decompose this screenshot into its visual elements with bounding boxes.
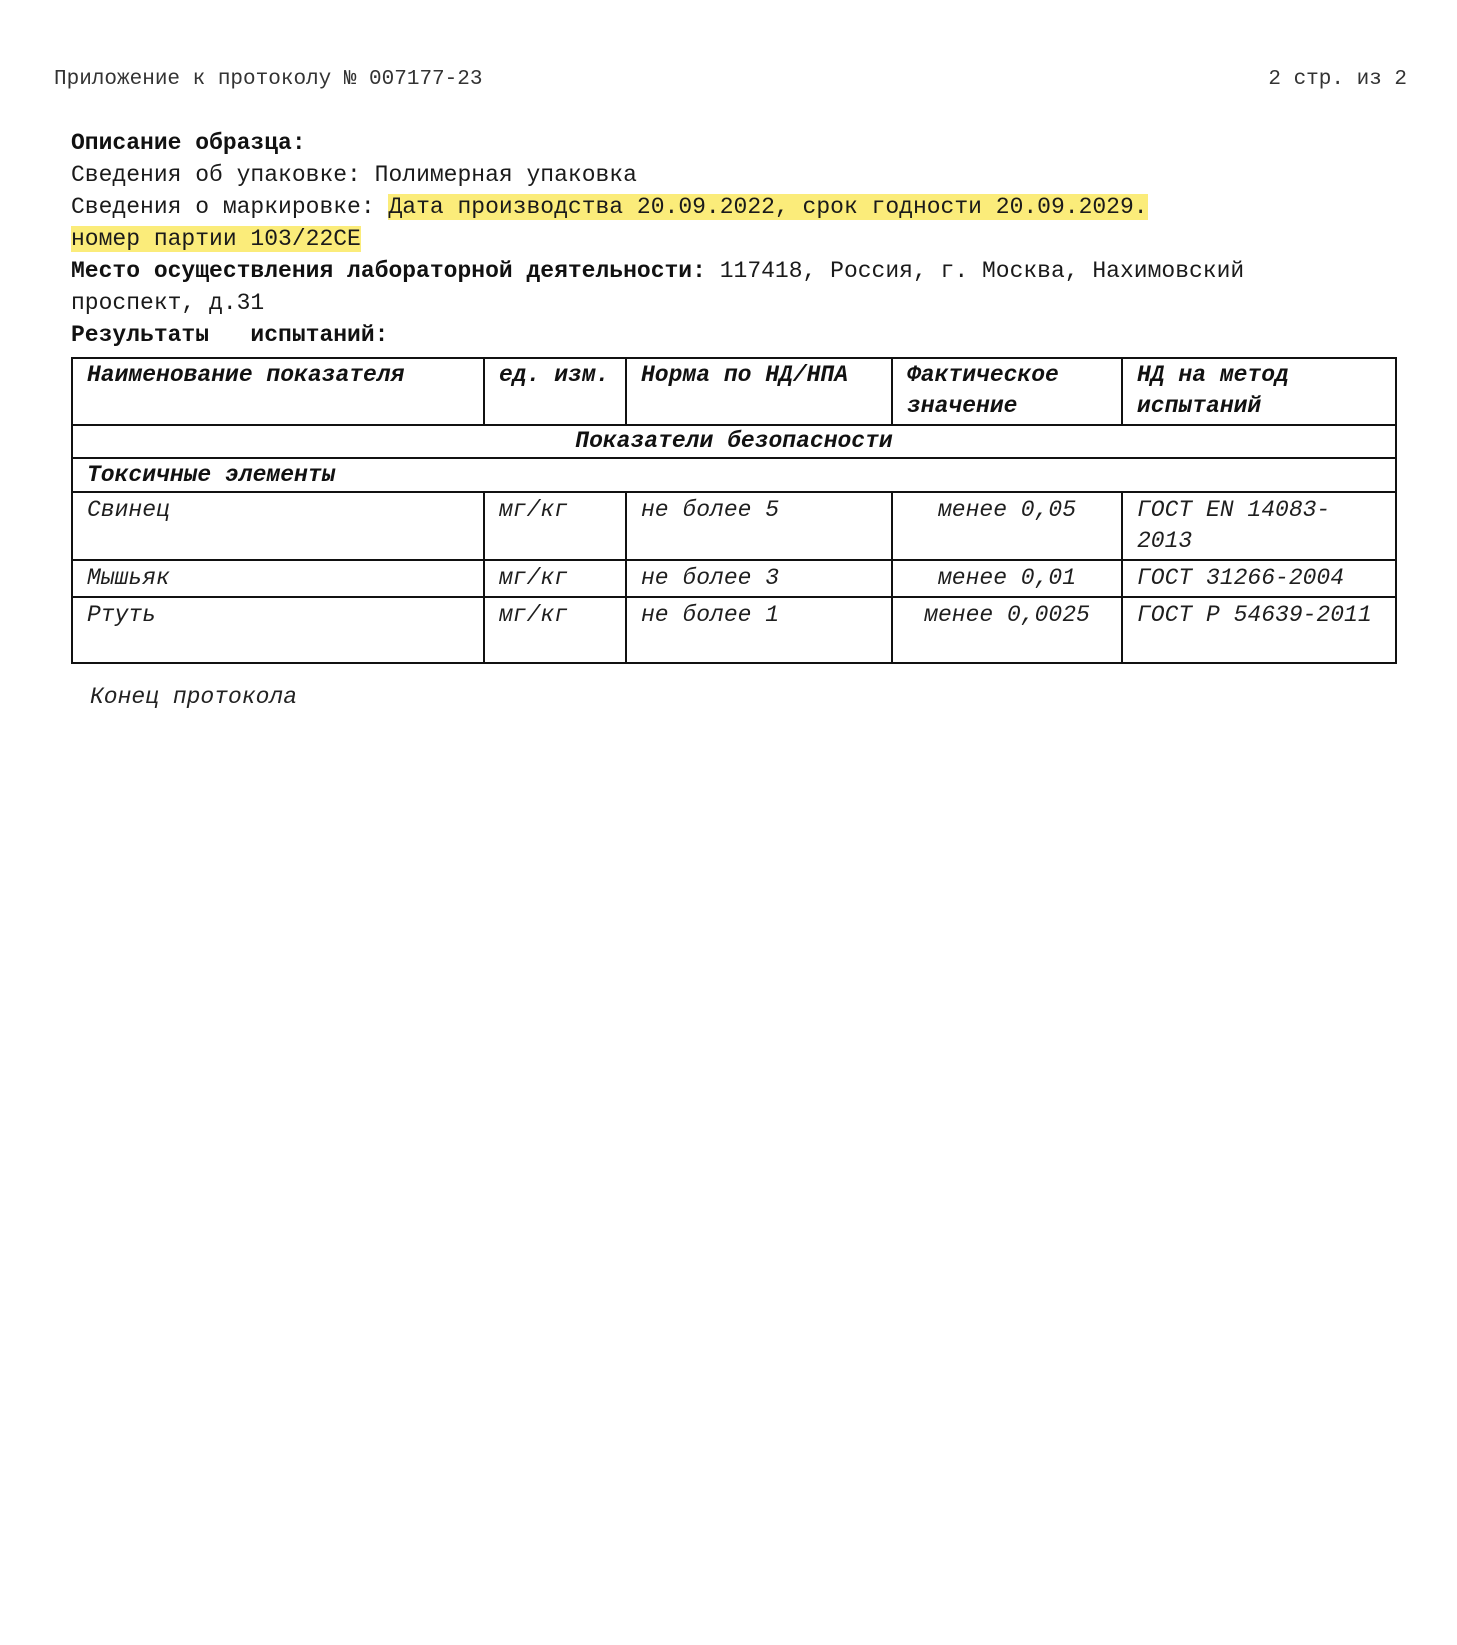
column-header-indicator: Наименование показателя — [72, 358, 484, 425]
actual-value: менее 0,0025 — [892, 597, 1122, 663]
table-row — [72, 597, 1396, 663]
indicator-name: Мышьяк — [72, 560, 484, 597]
column-header-method: НД на метод испытаний — [1122, 358, 1396, 425]
lab-location-label: Место осуществления лабораторной деятельности: — [71, 258, 706, 284]
unit: мг/кг — [484, 597, 626, 663]
marking-label: Сведения о маркировке: — [71, 194, 375, 220]
packaging-value: Полимерная упаковка — [374, 162, 637, 188]
column-header-unit: ед. изм. — [484, 358, 626, 425]
packaging-info — [71, 159, 1401, 191]
section-title: Показатели безопасности — [72, 425, 1396, 458]
table-row — [72, 560, 1396, 597]
unit: мг/кг — [484, 492, 626, 560]
indicator-name: Свинец — [72, 492, 484, 560]
marking-info — [71, 191, 1401, 223]
results-table — [71, 357, 1397, 664]
sample-description — [71, 127, 1401, 351]
protocol-annex-title: Приложение к протоколу № 007177-23 — [54, 68, 483, 91]
batch-number-highlighted: номер партии 103/22СЕ — [71, 226, 361, 252]
lab-location — [71, 255, 1401, 287]
actual-value: менее 0,05 — [892, 492, 1122, 560]
actual-value: менее 0,01 — [892, 560, 1122, 597]
table-header-row — [72, 358, 1396, 425]
marking-value-highlighted: Дата производства 20.09.2022, срок годности 20.09.2029. — [388, 194, 1148, 220]
section-row — [72, 425, 1396, 458]
lab-location-address: 117418, Россия, г. Москва, Нахимовский — [719, 258, 1245, 284]
column-header-norm: Норма по НД/НПА — [626, 358, 892, 425]
page-counter: 2 стр. из 2 — [1268, 68, 1407, 91]
column-header-actual: Фактическое значение — [892, 358, 1122, 425]
end-of-protocol: Конец протокола — [90, 684, 298, 710]
test-method: ГОСТ 31266-2004 — [1122, 560, 1396, 597]
lab-location-address-continued: проспект, д.31 — [71, 290, 265, 316]
norm: не более 5 — [626, 492, 892, 560]
norm: не более 1 — [626, 597, 892, 663]
test-method: ГОСТ EN 14083-2013 — [1122, 492, 1396, 560]
packaging-label: Сведения об упаковке: — [71, 162, 361, 188]
norm: не более 3 — [626, 560, 892, 597]
sample-description-title: Описание образца: — [71, 130, 306, 156]
table-row — [72, 492, 1396, 560]
subsection-row — [72, 458, 1396, 492]
results-title: Результаты испытаний: — [71, 322, 389, 348]
test-method: ГОСТ Р 54639-2011 — [1122, 597, 1396, 663]
unit: мг/кг — [484, 560, 626, 597]
indicator-name: Ртуть — [72, 597, 484, 663]
marking-info-continued — [71, 223, 1401, 255]
subsection-title: Токсичные элементы — [72, 458, 1396, 492]
page-header — [54, 66, 1407, 94]
